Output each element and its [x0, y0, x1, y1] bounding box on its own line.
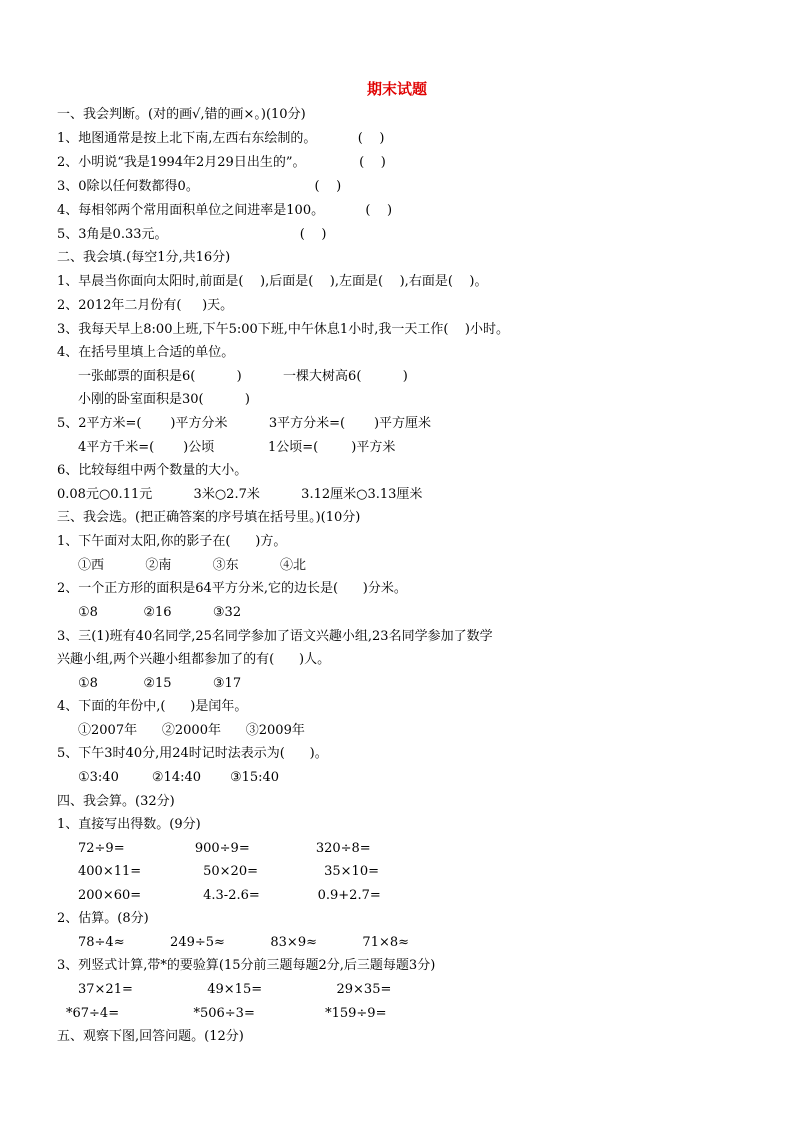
fill-item-4: 4、在括号里填上合适的单位。 — [57, 345, 235, 360]
calc-row-2: 400×11= 50×20= 35×10= — [78, 864, 379, 879]
fill-item-3: 3、我每天早上8:00上班,下午5:00下班,中午休息1小时,我一天工作( )小时。 — [57, 322, 509, 337]
choose-item-4-options: ①2007年 ②2000年 ③2009年 — [78, 723, 305, 738]
calc-item-1: 1、直接写出得数。(9分) — [57, 817, 201, 832]
choose-item-3-line-1: 3、三(1)班有40名同学,25名同学参加了语文兴趣小组,23名同学参加了数学 — [57, 629, 493, 644]
calc-row-1: 72÷9= 900÷9= 320÷8= — [78, 841, 371, 856]
judge-item-3: 3、0除以任何数都得0。 ( ) — [57, 179, 342, 194]
section-4-heading: 四、我会算。(32分) — [57, 794, 175, 809]
fill-item-6-compare: 0.08元○0.11元 3米○2.7米 3.12厘米○3.13厘米 — [57, 487, 423, 502]
vertical-calc-row-1: 37×21= 49×15= 29×35= — [78, 982, 392, 997]
judge-item-5: 5、3角是0.33元。 ( ) — [57, 227, 327, 242]
vertical-calc-row-2: *67÷4= *506÷3= *159÷9= — [66, 1006, 387, 1021]
fill-item-6: 6、比较每组中两个数量的大小。 — [57, 463, 248, 478]
judge-item-2: 2、小明说“我是1994年2月29日出生的”。 ( ) — [57, 155, 386, 170]
fill-item-5-line-1: 5、2平方米=( )平方分米 3平方分米=( )平方厘米 — [57, 416, 432, 431]
fill-item-1: 1、早晨当你面向太阳时,前面是( ),后面是( ),左面是( ),右面是( )。 — [57, 274, 488, 289]
fill-item-5-line-2: 4平方千米=( )公顷 1公顷=( )平方米 — [78, 440, 396, 455]
fill-item-2: 2、2012年二月份有( )天。 — [57, 298, 234, 313]
choose-item-5-options: ①3:40 ②14:40 ③15:40 — [78, 770, 280, 785]
choose-item-5: 5、下午3时40分,用24时记时法表示为( )。 — [57, 746, 328, 761]
section-3-heading: 三、我会选。(把正确答案的序号填在括号里。)(10分) — [57, 510, 361, 525]
choose-item-3-options: ①8 ②15 ③17 — [78, 676, 242, 691]
calc-item-2: 2、估算。(8分) — [57, 911, 149, 926]
calc-item-3: 3、列竖式计算,带*的要验算(15分前三题每题2分,后三题每题3分) — [57, 958, 436, 973]
choose-item-2-options: ①8 ②16 ③32 — [78, 605, 242, 620]
choose-item-1: 1、下午面对太阳,你的影子在( )方。 — [57, 534, 287, 549]
judge-item-1: 1、地图通常是按上北下南,左西右东绘制的。 ( ) — [57, 131, 385, 146]
calc-row-3: 200×60= 4.3-2.6= 0.9+2.7= — [78, 888, 381, 903]
section-1-heading: 一、我会判断。(对的画√,错的画×。)(10分) — [57, 107, 306, 122]
fill-item-4-line-1: 一张邮票的面积是6( ) 一棵大树高6( ) — [78, 369, 408, 384]
choose-item-4: 4、下面的年份中,( )是闰年。 — [57, 699, 248, 714]
judge-item-4: 4、每相邻两个常用面积单位之间进率是100。 ( ) — [57, 203, 393, 218]
choose-item-3-line-2: 兴趣小组,两个兴趣小组都参加了的有( )人。 — [57, 652, 331, 667]
page-title: 期末试题 — [366, 80, 427, 98]
section-5-heading: 五、观察下图,回答问题。(12分) — [57, 1029, 244, 1044]
choose-item-2: 2、一个正方形的面积是64平方分米,它的边长是( )分米。 — [57, 581, 407, 596]
estimate-row: 78÷4≈ 249÷5≈ 83×9≈ 71×8≈ — [78, 935, 410, 950]
fill-item-4-line-2: 小刚的卧室面积是30( ) — [78, 392, 251, 407]
section-2-heading: 二、我会填.(每空1分,共16分) — [57, 250, 231, 265]
choose-item-1-options: ①西 ②南 ③东 ④北 — [78, 558, 306, 573]
